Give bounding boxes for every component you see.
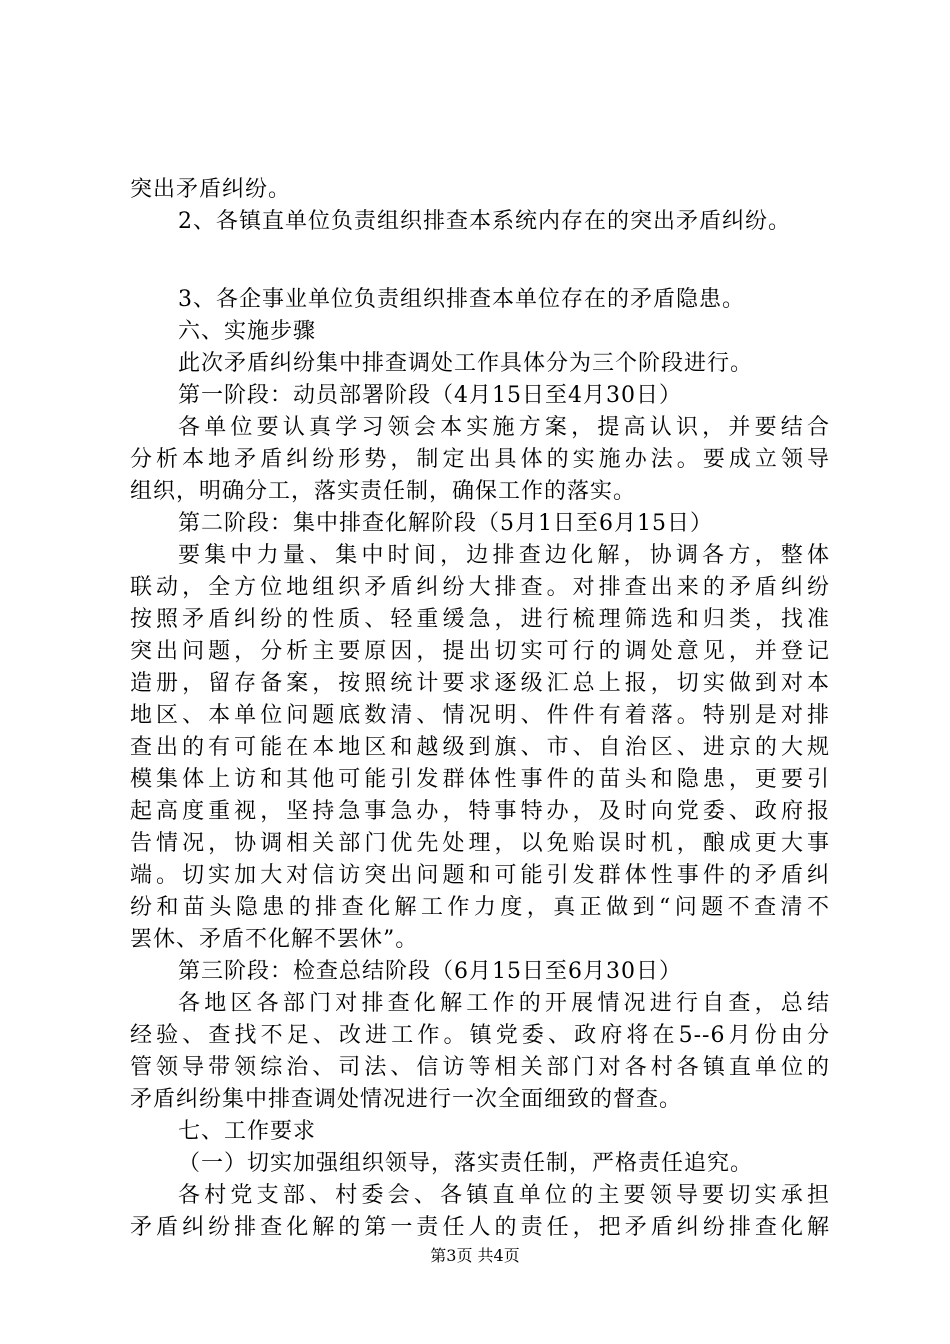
body-line: 地区、本单位问题底数清、情况明、件件有着落。特别是对排 — [130, 703, 830, 728]
body-line: 突出矛盾纠纷。 — [130, 177, 292, 202]
body-line: 各地区各部门对排查化解工作的开展情况进行自查，总结 — [178, 991, 830, 1016]
body-line: 各村党支部、村委会、各镇直单位的主要领导要切实承担 — [178, 1183, 830, 1208]
body-line: 此次矛盾纠纷集中排查调处工作具体分为三个阶段进行。 — [178, 351, 754, 376]
body-line: 纷和苗头隐患的排查化解工作力度，真正做到“问题不查清不 — [130, 895, 830, 920]
blank-line — [130, 238, 830, 284]
body-line: 管领导带领综治、司法、信访等相关部门对各村各镇直单位的 — [130, 1055, 830, 1080]
subsection-heading: （一）切实加强组织领导，落实责任制，严格责任追究。 — [178, 1151, 754, 1176]
body-line: 告情况，协调相关部门优先处理，以免贻误时机，酿成更大事 — [130, 831, 830, 856]
body-line: 起高度重视，坚持急事急办，特事特办，及时向党委、政府报 — [130, 799, 830, 824]
body-line: 突出问题，分析主要原因，提出切实可行的调处意见，并登记 — [130, 639, 830, 664]
section-heading: 六、实施步骤 — [178, 319, 317, 344]
body-line: 3、各企事业单位负责组织排查本单位存在的矛盾隐患。 — [178, 287, 745, 312]
stage-heading: 第三阶段：检查总结阶段（6月15日至6月30日） — [178, 959, 682, 984]
body-line: 经验、查找不足、改进工作。镇党委、政府将在5--6月份由分 — [130, 1023, 830, 1048]
body-line: 矛盾纠纷集中排查调处情况进行一次全面细致的督查。 — [130, 1087, 683, 1112]
body-line: 端。切实加大对信访突出问题和可能引发群体性事件的矛盾纠 — [130, 863, 830, 888]
body-line: 2、各镇直单位负责组织排查本系统内存在的突出矛盾纠纷。 — [178, 209, 791, 234]
body-line: 矛盾纠纷排查化解的第一责任人的责任，把矛盾纠纷排查化解 — [130, 1215, 830, 1240]
body-line: 要集中力量、集中时间，边排查边化解，协调各方，整体 — [178, 543, 830, 568]
body-line: 罢休、矛盾不化解不罢休”。 — [130, 927, 419, 952]
body-line: 分析本地矛盾纠纷形势，制定出具体的实施办法。要成立领导 — [130, 447, 830, 472]
document-body — [130, 174, 830, 1244]
body-line: 按照矛盾纠纷的性质、轻重缓急，进行梳理筛选和归类，找准 — [130, 607, 830, 632]
body-line: 查出的有可能在本地区和越级到旗、市、自治区、进京的大规 — [130, 735, 830, 760]
body-line: 造册，留存备案，按照统计要求逐级汇总上报，切实做到对本 — [130, 671, 830, 696]
body-line: 联动，全方位地组织矛盾纠纷大排查。对排查出来的矛盾纠纷 — [130, 575, 830, 600]
body-line: 组织，明确分工，落实责任制，确保工作的落实。 — [130, 479, 637, 504]
section-heading: 七、工作要求 — [178, 1119, 317, 1144]
body-line: 各单位要认真学习领会本实施方案，提高认识，并要结合 — [178, 415, 830, 440]
body-line: 模集体上访和其他可能引发群体性事件的苗头和隐患，更要引 — [130, 767, 830, 792]
stage-heading: 第一阶段：动员部署阶段（4月15日至4月30日） — [178, 383, 682, 408]
page-number-footer: 第3页 共4页 — [430, 1246, 520, 1265]
stage-heading: 第二阶段：集中排查化解阶段（5月1日至6月15日） — [178, 511, 713, 536]
